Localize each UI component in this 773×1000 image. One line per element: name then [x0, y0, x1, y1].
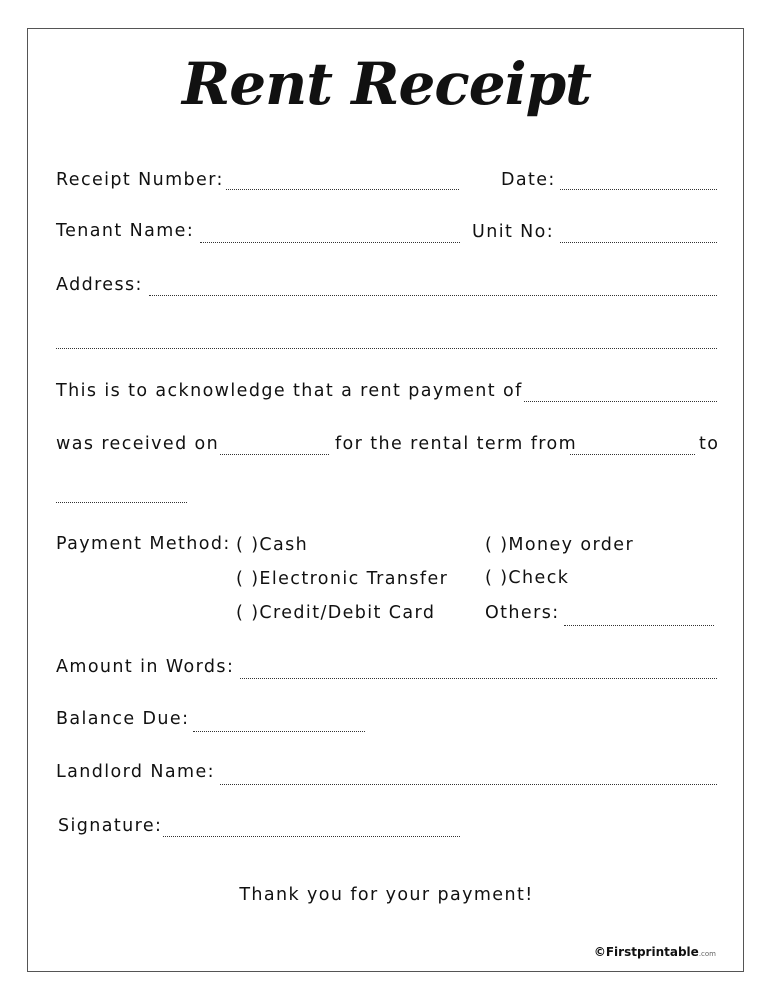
received-date-field[interactable] [220, 454, 329, 455]
amount-words-field[interactable] [240, 678, 717, 679]
receipt-number-field[interactable] [226, 189, 459, 190]
signature-field[interactable] [163, 836, 460, 837]
thank-you-message: Thank you for your payment! [239, 885, 534, 905]
tenant-name-field[interactable] [200, 242, 460, 243]
address-field-line2[interactable] [56, 348, 717, 349]
others-field[interactable] [564, 625, 714, 626]
balance-due-field[interactable] [193, 731, 365, 732]
unit-no-field[interactable] [560, 242, 717, 243]
option-check-label: Check [508, 568, 570, 588]
date-field[interactable] [560, 189, 717, 190]
ack-to: to [699, 434, 720, 454]
option-money-order[interactable] [485, 535, 634, 555]
address-label: Address: [56, 275, 143, 295]
option-electronic-transfer[interactable] [236, 569, 448, 589]
option-cash-label: Cash [259, 535, 309, 555]
brand-domain: .com [698, 950, 716, 958]
option-credit-debit-card[interactable] [236, 603, 435, 623]
ack-term-from: for the rental term from [335, 434, 578, 454]
brand-name: Firstprintable [605, 945, 699, 959]
balance-due-label: Balance Due: [56, 709, 190, 729]
option-cash[interactable] [236, 535, 308, 555]
option-cash-checkbox[interactable]: ( ) [236, 535, 260, 555]
ack-statement: This is to acknowledge that a rent payment of [56, 381, 523, 401]
term-to-field[interactable] [56, 502, 187, 503]
tenant-name-label: Tenant Name: [56, 221, 195, 241]
copyright-icon: © [593, 945, 606, 959]
amount-words-label: Amount in Words: [56, 657, 235, 677]
option-money-order-checkbox[interactable]: ( ) [485, 535, 509, 555]
option-money-order-label: Money order [508, 535, 635, 555]
term-from-field[interactable] [570, 454, 695, 455]
option-electronic-transfer-checkbox[interactable]: ( ) [236, 569, 260, 589]
option-electronic-transfer-label: Electronic Transfer [259, 569, 449, 589]
option-credit-debit-card-checkbox[interactable]: ( ) [236, 603, 260, 623]
receipt-number-label: Receipt Number: [56, 170, 224, 190]
unit-no-label: Unit No: [472, 222, 555, 242]
others-label: Others: [485, 603, 560, 623]
address-field-line1[interactable] [149, 295, 717, 296]
option-check-checkbox[interactable]: ( ) [485, 568, 509, 588]
payment-amount-field[interactable] [524, 401, 717, 402]
signature-label: Signature: [58, 816, 163, 836]
option-credit-debit-card-label: Credit/Debit Card [259, 603, 436, 623]
landlord-name-field[interactable] [220, 784, 717, 785]
brand-logo [594, 945, 716, 959]
receipt-title: Rent Receipt [182, 50, 591, 118]
landlord-name-label: Landlord Name: [56, 762, 215, 782]
payment-method-label: Payment Method: [56, 534, 231, 554]
date-label: Date: [501, 170, 556, 190]
ack-received-on: was received on [56, 434, 220, 454]
option-check[interactable] [485, 568, 569, 588]
